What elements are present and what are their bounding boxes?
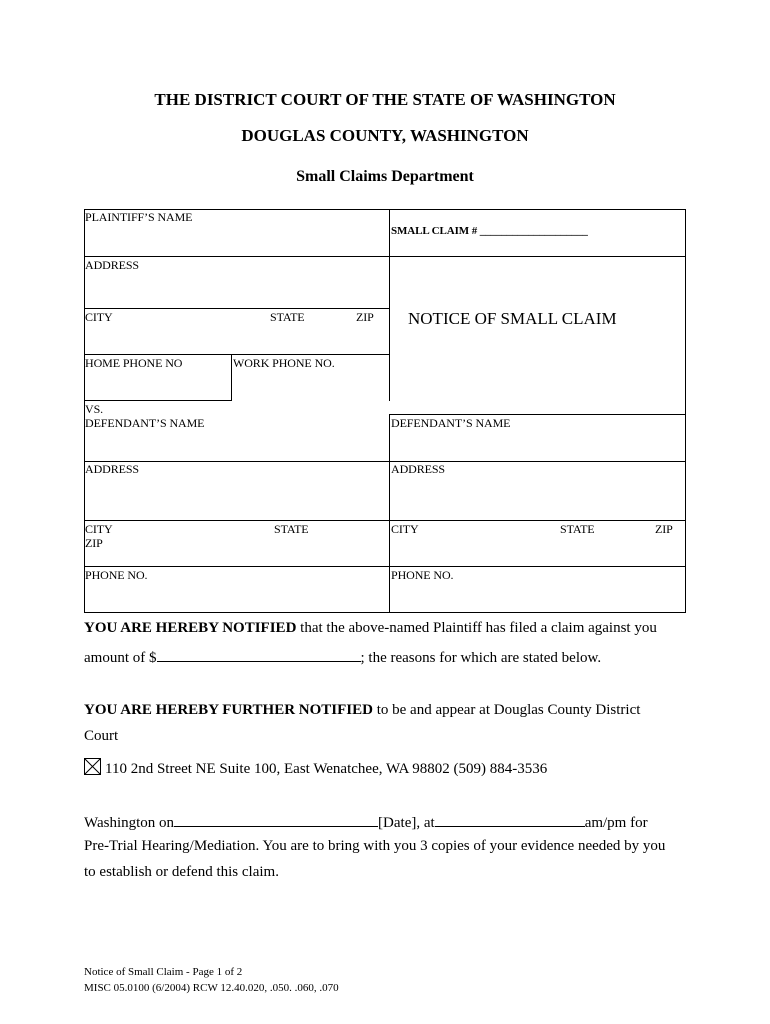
- pretrial-line: Pre-Trial Hearing/Mediation. You are to bring with you 3 copies of your evidence needed by you: [84, 838, 666, 854]
- county-title: DOUGLAS COUNTY, WASHINGTON: [241, 126, 529, 145]
- defendant2-name-label: DEFENDANT’S NAME: [391, 416, 511, 430]
- plaintiff-name-label: PLAINTIFF’S NAME: [85, 210, 193, 224]
- defendant-city-label: CITY: [85, 522, 113, 536]
- amount-prefix: amount of $: [84, 650, 157, 666]
- further-rest-text: to be and appear at Douglas County District: [372, 702, 641, 718]
- hearing-date-blank[interactable]: [174, 812, 378, 827]
- notice-title: NOTICE OF SMALL CLAIM: [408, 309, 617, 328]
- footer-form-code: MISC 05.0100 (6/2004) RCW 12.40.020, .050. .060, .070: [84, 982, 339, 994]
- defendant2-state-label: STATE: [560, 522, 595, 536]
- further-notified-paragraph: [84, 702, 640, 719]
- small-claim-number-field: SMALL CLAIM # ____________________: [391, 225, 588, 237]
- work-phone-label: WORK PHONE NO.: [233, 356, 335, 370]
- checkbox-x-icon: [85, 759, 100, 774]
- ampm-for-text: am/pm for: [584, 815, 648, 831]
- defendant2-phone-label: PHONE NO.: [391, 568, 454, 582]
- amount-suffix: ; the reasons for which are stated below.: [360, 650, 602, 666]
- defendant2-zip-label: ZIP: [655, 522, 673, 536]
- court-title: THE DISTRICT COURT OF THE STATE OF WASHINGTON: [154, 90, 616, 109]
- plaintiff-city-label: CITY: [85, 310, 113, 324]
- date-at-text: [Date], at: [378, 815, 435, 831]
- establish-line: to establish or defend this claim.: [84, 864, 279, 880]
- department-title: Small Claims Department: [296, 168, 474, 185]
- notified-rest-text: that the above-named Plaintiff has filed a claim against you: [296, 620, 657, 636]
- defendant-name-label: DEFENDANT’S NAME: [85, 416, 205, 430]
- washington-on-text: Washington on: [84, 815, 175, 831]
- court-word: Court: [84, 728, 119, 744]
- hearing-date-line: [84, 812, 648, 832]
- hearing-time-blank[interactable]: [435, 812, 585, 827]
- defendant-phone-label: PHONE NO.: [85, 568, 148, 582]
- defendant-address-label: ADDRESS: [85, 462, 139, 476]
- home-phone-label: HOME PHONE NO: [85, 356, 183, 370]
- amount-blank[interactable]: [157, 647, 361, 662]
- court-address-text: 110 2nd Street NE Suite 100, East Wenatchee, WA 98802 (509) 884-3536: [105, 761, 548, 777]
- defendant2-address-label: ADDRESS: [391, 462, 445, 476]
- vs-label: VS.: [85, 402, 104, 416]
- defendant2-city-label: CITY: [391, 522, 419, 536]
- claim-form-grid: [84, 209, 686, 613]
- further-bold-text: YOU ARE HEREBY FURTHER NOTIFIED: [84, 702, 373, 718]
- notified-bold-text: YOU ARE HEREBY NOTIFIED: [84, 620, 297, 636]
- court-address-checkbox[interactable]: [84, 758, 101, 775]
- defendant-zip-label: ZIP: [85, 536, 103, 550]
- plaintiff-address-label: ADDRESS: [85, 258, 139, 272]
- amount-line: [84, 647, 601, 667]
- notified-paragraph: [84, 620, 657, 637]
- court-address-line: [84, 758, 547, 778]
- footer-page-info: Notice of Small Claim - Page 1 of 2: [84, 966, 243, 978]
- defendant-state-label: STATE: [274, 522, 309, 536]
- plaintiff-zip-label: ZIP: [356, 310, 374, 324]
- plaintiff-state-label: STATE: [270, 310, 305, 324]
